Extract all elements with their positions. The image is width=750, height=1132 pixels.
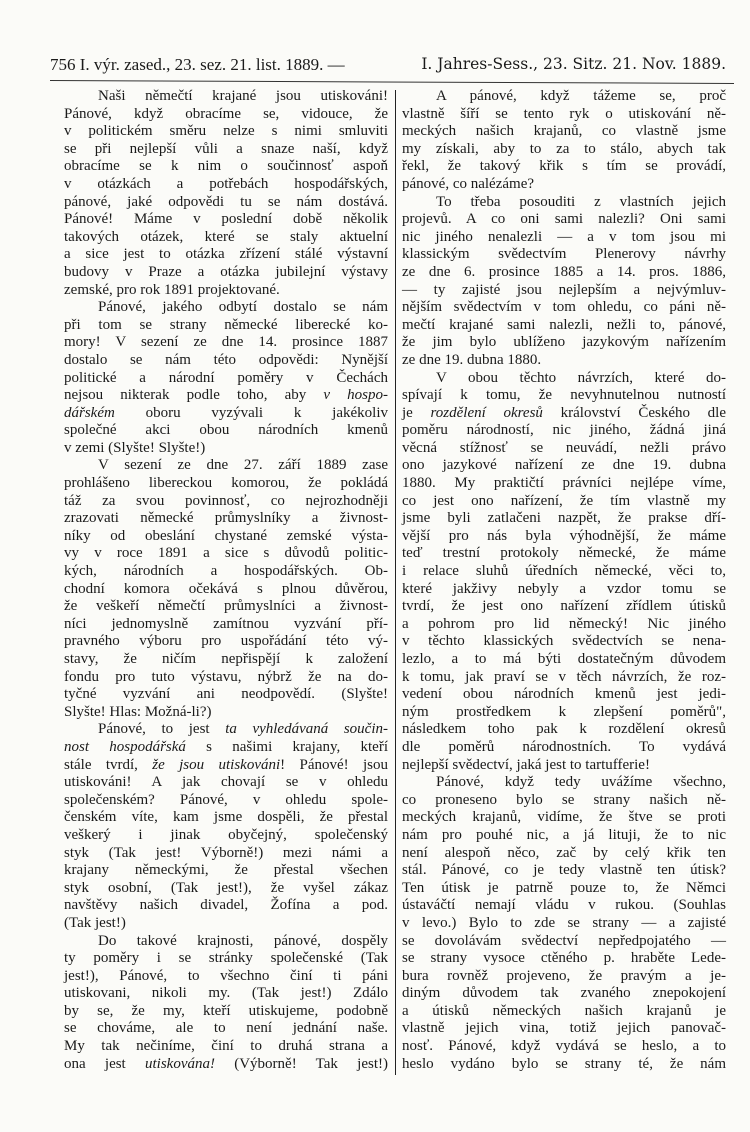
text-line: čenském víte, kam jsme dospěli, že přestal (64, 809, 388, 826)
text-line: pravného výboru pro uspořádání této vý- (64, 633, 388, 650)
text-segment: království Českého dle (542, 404, 727, 421)
text-line: v levo.) Bylo to zde se strany — a zajisté (402, 914, 726, 931)
text-line: společenském? Pánové, v ohledu spole- (64, 791, 388, 808)
text-line (64, 405, 388, 423)
text-line: budovy v Praze a otázka jubilejní výstavy (64, 263, 388, 280)
text-line: že jim bylo ublíženo jazykovým nařízením (402, 334, 726, 351)
text-line: projevů. A co oni sami nalezli? Oni sami (402, 211, 726, 228)
text-line: ono jazykové nařízení ze dne 19. dubna (402, 457, 726, 474)
text-line: V obou těchto návrzích, které do- (436, 369, 726, 386)
text-line: vlastně šíří se tento ryk o utiskování ně- (402, 105, 726, 122)
text-line: pánové, co nalézáme? (402, 175, 535, 192)
text-line: My tak nečiníme, činí to druhá strana a (64, 1038, 388, 1055)
text-line: navštěvy našich divadel, Žofína a pod. (64, 897, 388, 914)
text-line: a útisků německých našich krajanů je (402, 1002, 726, 1019)
text-line: tyčné vyzvání ani neodpovědí. (Slyšte! (64, 686, 388, 703)
text-line: lezlo, a to má býti dostatečným důvodem (402, 651, 726, 667)
text-line: veškerý i jinak obyčejný, společenský (64, 826, 388, 843)
text-line: i relace sluhů úředních německé, věci to, (402, 563, 726, 580)
text-line: poměru národností, nic jiného, žádná jiná (402, 422, 726, 439)
text-segment: ! Pánové! jsou (280, 756, 388, 773)
text-line: bura rovněž projeveno, že pravým a je- (402, 967, 726, 984)
text-line: vější pro nás byla výhodnější, že máme (402, 527, 726, 544)
text-segment: (Výborně! Tak jest!) (214, 1055, 388, 1072)
italic-text: nost hospodářská (64, 738, 186, 755)
text-line: v otázkách a potřebách hospodářských, (64, 175, 388, 192)
text-line: Pánové, když obracíme se, vidouce, že (64, 105, 388, 122)
italic-text: že jsou utiskováni (152, 756, 281, 773)
text-line: A pánové, když tážeme se, proč (436, 88, 726, 104)
text-segment: s našimi krajany, kteří (185, 738, 388, 755)
text-line: a pohrom pro lid německý! Nic jiného (402, 615, 726, 632)
text-line: ty poměry i se stránky společenské (Tak (64, 950, 388, 967)
text-line: dostalo se nám této odpovědi: Nynější (64, 351, 388, 368)
text-line: nic jiného nenalezli — a v tom jsou mi (402, 228, 726, 245)
text-line: se chováme, ale to není jednání naše. (64, 1020, 388, 1037)
text-line: obracíme se k nim o součinnosť aspoň (64, 158, 388, 175)
text-line (64, 757, 388, 775)
text-line: vy v roce 1891 a sice s důvodů politic- (64, 545, 388, 562)
text-line: diným důvodem tak zvaného znepokojení (402, 985, 726, 1002)
text-line: styk (Tak jest! Výborně!) mezi námi a (64, 844, 388, 861)
text-segment: oboru vyzývali k jakékoliv (114, 404, 388, 421)
text-line: níci jednomyslně zamítnou vyzvání pří- (64, 615, 388, 632)
text-line (402, 405, 726, 423)
text-segment: je (402, 404, 431, 421)
text-line: meckých našich krajanů, co vlastně jsme (402, 123, 726, 140)
text-line: krajany německými, že přestal všechen (64, 862, 388, 879)
text-line: my získali, aby to za to stálo, abych tak (402, 140, 726, 157)
text-line: které jakživy nebyly a vzdor tomu se (402, 580, 726, 597)
text-line: zrazovati německé průmyslníky a živnost- (64, 510, 388, 527)
text-line: kých, národních a hospodářských. Ob- (64, 563, 388, 580)
text-line: (Tak jest!) (64, 914, 126, 931)
text-line: chodní komora očekává s plnou důvěrou, (64, 580, 388, 597)
text-line: se strany vysoce ctěného p. hraběte Lede- (402, 950, 726, 967)
text-line: ústaváčtí nemají vládu v rukou. (Souhlas (402, 897, 726, 914)
text-line: styk osobní, (Tak jest!), že vyšel zákaz (64, 879, 388, 896)
text-line: co proneseno bylo se strany našich ně- (402, 791, 726, 808)
text-line: klassickým svědectvím Plenerovy návrhy (402, 246, 726, 263)
text-line: politické a národní poměry v Čechách (64, 369, 388, 386)
text-line: meckých krajanů, vidíme, že štve se proti (402, 809, 726, 826)
text-line (64, 739, 388, 757)
text-line (64, 721, 388, 739)
italic-text: dářském (64, 404, 115, 421)
italic-text: ta vyhledávaná součin- (225, 721, 388, 738)
right-column (402, 88, 726, 1073)
text-segment: ona jest (64, 1055, 145, 1072)
text-line: v těchto klassických svědectvích se nena- (402, 633, 726, 650)
text-line: nosť. Pánové, když vydává se heslo, a to (402, 1038, 726, 1055)
text-line: věcná stížnosť se neuvádí, nežli právo (402, 439, 726, 456)
text-line: k tomu, jak praví se v těch návrzích, že roz- (402, 668, 726, 685)
text-line: To třeba posouditi z vlastních jejich (436, 193, 726, 210)
text-line: teď trestní protokoly německé, že máme (402, 545, 726, 562)
text-line: ným prostředkem k zlepšení poměrů", (402, 703, 726, 720)
text-line: řekl, že takový křik s tím se provádí, (402, 158, 726, 175)
text-line: se při nejlepší vůli a snaze naší, když (64, 140, 388, 157)
text-line: se dovolávám svědectví nepředpojatého — (402, 932, 726, 949)
header-german: I. Jahres-Sess., 23. Sitz. 21. Nov. 1889. (421, 55, 726, 73)
italic-text: utiskována! (144, 1055, 215, 1072)
text-line: tvrdí, že jest ono nařízení zřídlem útisků (402, 598, 726, 615)
text-line: stavy, že ničím nepřispějí k založení (64, 651, 388, 667)
text-line: 1880. My praktičtí právníci nejlépe víme, (402, 475, 726, 492)
text-line: ze dne 19. dubna 1880. (402, 351, 542, 368)
text-line: nám pro pouhé nic, a já lituji, že to nic (402, 826, 726, 843)
text-line: nejlepší svědectví, jaká jest to tartufferie! (402, 756, 650, 773)
text-line: následkem toho pak k rozdělení okresů (402, 721, 726, 738)
text-line (64, 1056, 388, 1074)
text-line: táž za svou povinnosť, co nejrozhodněji (64, 492, 388, 509)
text-line: vedení obou národních kmenů jest jedi- (402, 686, 726, 703)
text-line: fondu pro tuto výstavu, nýbrž že na do- (64, 668, 388, 685)
text-line: — ty zajisté jsou nejlepším a nejvýmluv- (402, 281, 726, 298)
text-line: stál. Pánové, co je tedy vlastně ten útisk? (402, 862, 726, 879)
text-line: v zemi (Slyšte! Slyšte!) (64, 439, 206, 456)
text-line: Pánové, když tedy uvážíme všechno, (436, 774, 726, 791)
italic-text: rozdělení okresů (430, 404, 543, 421)
text-line: Pánové, jakého odbytí dostalo se nám (98, 299, 388, 316)
text-line: níky od obeslání chystané zemské výsta- (64, 527, 388, 544)
text-line: v politickém směru nelze s nimi smluviti (64, 123, 388, 140)
column-divider (395, 90, 396, 1075)
text-line: zemské, pro rok 1891 projektované. (64, 281, 280, 298)
text-line: a sice jest to otázka zřízení stálé výstavní (64, 246, 388, 263)
text-line: utiskovani, nikoli my. (Tak jest!) Zdálo (64, 985, 388, 1002)
header-czech: 756 I. výr. zased., 23. sez. 21. list. 1889. — (50, 55, 345, 74)
text-line: společné akci obou národních kmenů (64, 422, 388, 439)
text-line: jest!), Pánové, to všechno činí ti páni (64, 967, 388, 984)
text-line: Ten útisk je patrně pouze to, že Němci (402, 879, 726, 896)
header-rule (50, 80, 734, 84)
text-line: jsme byli zatlačeni nazpět, že prakse dří- (402, 510, 726, 527)
text-line: heslo vydáno bylo se strany té, že nám (402, 1055, 726, 1072)
text-line: by se, že my, kteří utiskujeme, podobně (64, 1002, 388, 1019)
text-line: Do takové krajnosti, pánové, dospěly (98, 932, 388, 949)
text-segment: Pánové, to jest (98, 721, 226, 738)
text-segment: nejsou nikterak podle toho, aby (64, 387, 324, 404)
text-line: při tom se strany německé liberecké ko- (64, 316, 388, 333)
text-line: ze dne 6. prosince 1885 a 14. pros. 1886, (402, 263, 726, 280)
left-column (64, 88, 388, 1073)
text-line: co jest ono nařízení, že tím vlastně my (402, 492, 726, 509)
text-line: Pánové! Máme v poslední době několik (64, 211, 388, 228)
text-line: pánové, jaké odpovědi tu se nám dostává. (64, 193, 388, 210)
text-line: Naši němečtí krajané jsou utiskováni! (98, 88, 388, 104)
text-line: není alespoň něco, zač by celý křik ten (402, 844, 726, 861)
running-header (50, 55, 726, 75)
text-line: Slyšte! Hlas: Možná-li?) (64, 703, 212, 720)
text-line: dle poměrů národnostních. To vydává (402, 738, 726, 755)
text-line (64, 387, 388, 405)
text-line: takových otázek, které se staly aktuelní (64, 228, 388, 245)
text-line: že veškeří němečtí průmyslníci a živnost- (64, 598, 388, 615)
italic-text: v hospo- (323, 387, 388, 404)
text-line: mory! V sezení ze dne 14. prosince 1887 (64, 334, 388, 351)
text-segment: stále tvrdí, (64, 756, 153, 773)
text-line: prohlášeno libereckou komorou, že pokládá (64, 475, 388, 492)
text-line: spívají k tomu, že nevyhnutelnou nutností (402, 387, 726, 404)
text-line: V sezení ze dne 27. září 1889 zase (98, 457, 388, 474)
text-line: vlastně jejich vina, totiž jejich panovač- (402, 1020, 726, 1037)
text-line: mečtí krajané sami nalezli, nežli to, pánové, (402, 316, 726, 333)
text-line: nějším svědectvím v tom ohledu, co páni ně- (402, 299, 726, 316)
text-line: utiskováni! A jak chovají se v ohledu (64, 774, 388, 791)
